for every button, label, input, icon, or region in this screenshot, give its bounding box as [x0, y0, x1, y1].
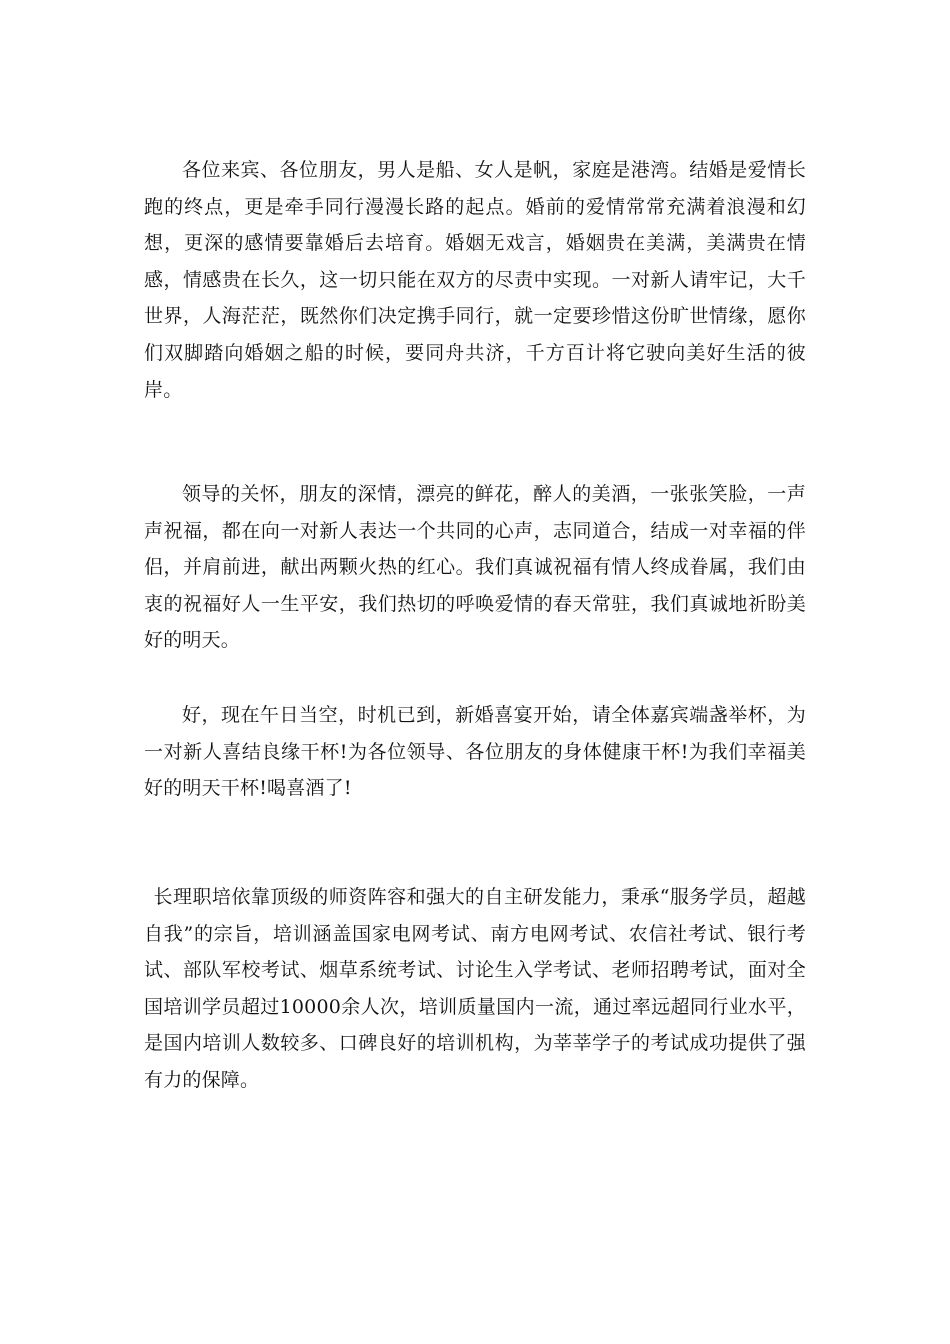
paragraph-toast: 好，现在午日当空，时机已到，新婚喜宴开始，请全体嘉宾端盏举杯，为一对新人喜结良缘干杯!为各位领导、各位朋友的身体健康干杯!为我们幸福美好的明天干杯!喝喜酒了!	[144, 704, 806, 800]
paragraph-wedding-speech: 各位来宾、各位朋友，男人是船、女人是帆，家庭是港湾。结婚是爱情长跑的终点，更是牵手同行漫漫长路的起点。婚前的爱情常常充满着浪漫和幻想，更深的感情要靠婚后去培育。婚姻无戏言，婚姻贵在美满，美满贵在情感，情感贵在长久，这一切只能在双方的尽责中实现。一对新人请牢记，大千世界，人海茫茫，既然你们决定携手同行，就一定要珍惜这份旷世情缘，愿你们双脚踏向婚姻之船的时候，要同舟共济，千方百计将它驶向美好生活的彼岸。	[144, 159, 806, 401]
paragraph-training-ad: 长理职培依靠顶级的师资阵容和强大的自主研发能力，秉承“服务学员，超越自我”的宗旨，培训涵盖国家电网考试、南方电网考试、农信社考试、银行考试、部队军校考试、烟草系统考试、讨论生入学考试、老师招聘考试，面对全国培训学员超过10000余人次，培训质量国内一流，通过率远超同行业水平，是国内培训人数较多、口碑良好的培训机构，为莘莘学子的考试成功提供了强有力的保障。	[144, 886, 806, 1091]
paragraph-blessings: 领导的关怀，朋友的深情，漂亮的鲜花，醉人的美酒，一张张笑脸，一声声祝福，都在向一对新人表达一个共同的心声，志同道合，结成一对幸福的伴侣，并肩前进，献出两颗火热的红心。我们真诚祝福有情人终成眷属，我们由衷的祝福好人一生平安，我们热切的呼唤爱情的春天常驻，我们真诚地祈盼美好的明天。	[144, 483, 806, 652]
